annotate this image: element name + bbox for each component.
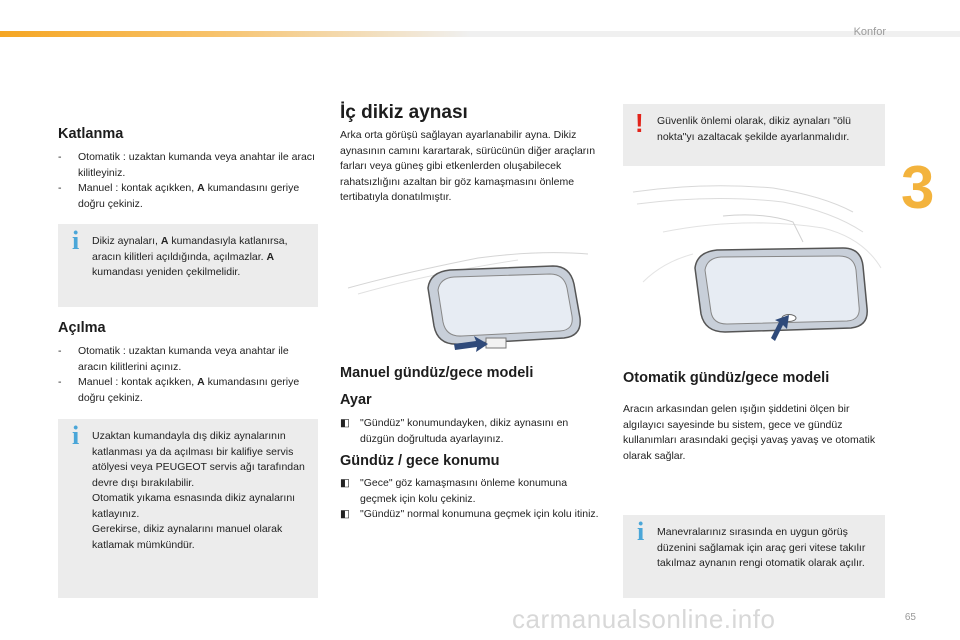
opening-list xyxy=(58,344,318,406)
manual-mirror-illustration xyxy=(338,248,600,360)
list-item: - Otomatik : uzaktan kumanda veya anahtar ile aracın kilitlerini açınız. xyxy=(58,345,289,373)
info-icon: i xyxy=(72,226,80,255)
list-item: - Manuel : kontak açıkken, A kumandasını geriye doğru çekiniz. xyxy=(58,376,300,404)
folding-list xyxy=(58,150,318,212)
auto-info-box xyxy=(623,515,885,598)
auto-model-title: Otomatik gündüz/gece modeli xyxy=(623,370,830,386)
header-accent-gradient xyxy=(0,31,470,37)
adjust-list xyxy=(340,416,602,447)
auto-mirror-illustration xyxy=(623,172,885,356)
adjust-title: Ayar xyxy=(340,392,372,408)
auto-model-text: Aracın arkasından gelen ışığın şiddetini ölçen bir algılayıcı sayesinde bu sistem, gece ve gündüz kullanımları arasındaki geçişi yavaş yavaş ve otomatik olarak sağlar. xyxy=(623,403,876,462)
watermark: carmanualsonline.info xyxy=(512,604,776,634)
list-item: ◧ "Gece" göz kamaşmasını önleme konumuna geçmek için kolu çekiniz. xyxy=(340,477,568,505)
page-title: İç dikiz aynası xyxy=(340,102,468,123)
warning-icon: ! xyxy=(635,108,644,138)
opening-info-text: Uzaktan kumandayla dış dikiz aynalarının katlanması ya da açılması bir kalifiye servis atölyesi veya PEUGEOT servis ağı tarafından devre dışı bırakılabilir. Otomatik yıkama esnasında dikiz aynalarını katlayınız. Gerekirse, dikiz aynalarını manuel olarak katlamak mümkündür. xyxy=(92,430,305,551)
warning-text: Güvenlik önlemi olarak, dikiz aynaları "ölü nokta"yı azaltacak şekilde ayarlanmalıdır. xyxy=(657,115,851,143)
warning-box xyxy=(623,104,885,166)
page-number: 65 xyxy=(904,612,916,623)
folding-title: Katlanma xyxy=(58,126,124,142)
chapter-number: 3 xyxy=(901,154,935,221)
list-item: ◧ "Gündüz" konumundayken, dikiz aynasını en düzgün doğrultuda ayarlayınız. xyxy=(340,417,569,445)
manual-model-title: Manuel gündüz/gece modeli xyxy=(340,365,534,381)
folding-info-text: Dikiz aynaları, A kumandasıyla katlanırsa, aracın kilitleri açıldığında, açılmazlar. A kumandası yeniden çekilmelidir. xyxy=(92,235,288,278)
daynight-title: Gündüz / gece konumu xyxy=(340,453,500,469)
opening-title: Açılma xyxy=(58,320,106,336)
opening-info-box xyxy=(58,419,318,598)
list-item: ◧ "Gündüz" normal konumuna geçmek için kolu itiniz. xyxy=(340,508,599,520)
section-label: Konfor xyxy=(853,26,886,38)
daynight-list xyxy=(340,476,602,523)
intro-text: Arka orta görüşü sağlayan ayarlanabilir ayna. Dikiz aynasının camını karartarak, sürücünün diğer araçların farları veya güneş gibi etkenlerden oluşabilecek rahatsızlığını azaltan bir göz kamaşmasını önleme tertibatıyla donatılmıştır. xyxy=(340,129,596,203)
mirror-frame xyxy=(428,266,580,344)
info-icon: i xyxy=(637,517,645,546)
list-item: - Otomatik : uzaktan kumanda veya anahtar ile aracı kilitleyiniz. xyxy=(58,151,315,179)
info-icon: i xyxy=(72,421,80,450)
folding-info-box xyxy=(58,224,318,307)
list-item: - Manuel : kontak açıkken, A kumandasını geriye doğru çekiniz. xyxy=(58,182,300,210)
mirror-lever xyxy=(486,338,506,348)
auto-info-text: Manevralarınız sırasında en uygun görüş düzenini sağlamak için araç geri vitese takılır takılmaz aynanın rengi otomatik olarak açılır. xyxy=(657,526,866,569)
